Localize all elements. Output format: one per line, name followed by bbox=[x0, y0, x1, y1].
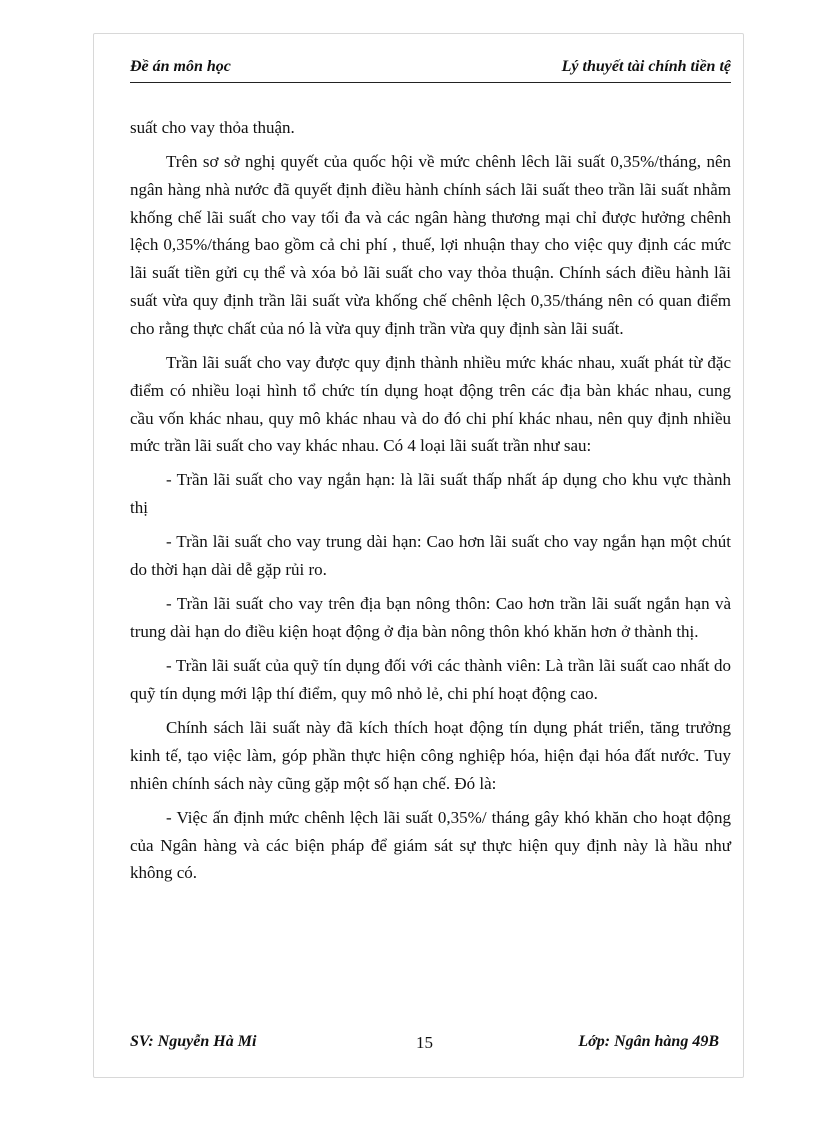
page-footer bbox=[130, 1033, 731, 1057]
list-item: - Việc ấn định mức chênh lệch lãi suất 0,35%/ tháng gây khó khăn cho hoạt động của Ngân hàng và các biện pháp để giám sát sự thực hiện quy định này là hầu như không có. bbox=[130, 807, 731, 883]
list-item: - Trần lãi suất của quỹ tín dụng đối với các thành viên: Là trần lãi suất cao nhất do quỹ tín dụng mới lập thí điểm, quy mô nhỏ lẻ, chi phí hoạt động cao. bbox=[130, 656, 731, 703]
header-subject-title: Lý thuyết tài chính tiền tệ bbox=[561, 58, 731, 75]
list-item: - Trần lãi suất cho vay trung dài hạn: Cao hơn lãi suất cho vay ngắn hạn một chút do thời hạn dài dễ gặp rủi ro. bbox=[130, 532, 731, 580]
list-item: - Trần lãi suất cho vay ngắn hạn: là lãi suất thấp nhất áp dụng cho khu vực thành thị bbox=[130, 470, 731, 518]
page-number: 15 bbox=[416, 1033, 433, 1052]
footer-student-name: SV: Nguyễn Hà Mi bbox=[130, 1033, 257, 1050]
page-header bbox=[130, 56, 731, 83]
paragraph-continuation: suất cho vay thỏa thuận. bbox=[130, 118, 295, 137]
header-course-title: Đề án môn học bbox=[130, 58, 231, 75]
footer-class-name: Lớp: Ngân hàng 49B bbox=[578, 1033, 719, 1050]
paragraph: Trên sơ sở nghị quyết của quốc hội về mức chênh lêch lãi suất 0,35%/tháng, nên ngân hàng nhà nước đã quyết định điều hành chính sách lãi suất theo trần lãi suất nhằm khống chế lãi suất cho vay tối đa và các ngân hàng thương mại chỉ được hưởng chênh lệch 0,35%/tháng bao gồm cả chi phí , thuế, lợi nhuận thay cho việc quy định các mức lãi suất tiền gửi cụ thể và xóa bỏ lãi suất cho vay thỏa thuận. Chính sách điều hành lãi suất vừa quy định trần lãi suất vừa khống chế chênh lệch 0,35/tháng nên có quan điểm cho rằng thực chất của nó là vừa quy định trần vừa quy định sàn lãi suất. bbox=[130, 152, 731, 338]
paragraph: Trần lãi suất cho vay được quy định thành nhiều mức khác nhau, xuất phát từ đặc điểm có nhiều loại hình tổ chức tín dụng hoạt động trên các địa bàn khác nhau, cung cầu vốn khác nhau, quy mô khác nhau và do đó chi phí khác nhau, nên quy định nhiều mức trần lãi suất cho vay khác nhau. Có 4 loại lãi suất trần như sau: bbox=[130, 352, 731, 456]
list-item: - Trần lãi suất cho vay trên địa bạn nông thôn: Cao hơn trần lãi suất ngắn hạn và trung dài hạn do điều kiện hoạt động ở địa bàn nông thôn khó khăn hơn ở thành thị. bbox=[130, 594, 731, 642]
paragraph: Chính sách lãi suất này đã kích thích hoạt động tín dụng phát triển, tăng trưởng kinh tế, tạo việc làm, góp phần thực hiện công nghiệp hóa, hiện đại hóa đất nước. Tuy nhiên chính sách này cũng gặp một số hạn chế. Đó là: bbox=[130, 718, 731, 793]
document-body bbox=[130, 114, 731, 893]
